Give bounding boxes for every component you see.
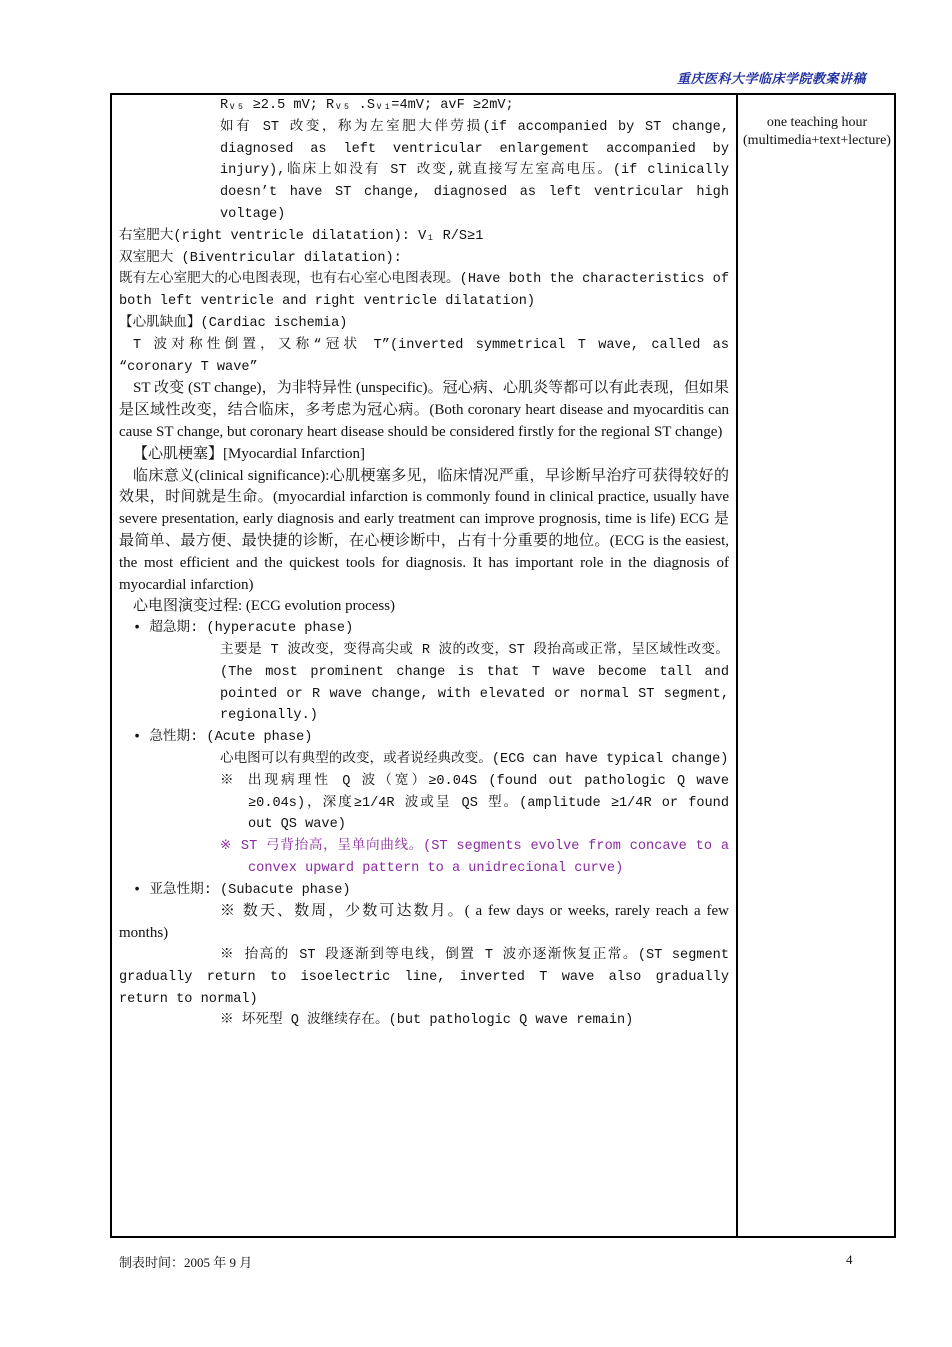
footer-date: 制表时间：2005 年 9 月 <box>119 1255 253 1270</box>
main-content <box>119 95 729 1032</box>
st-elevation-item: ※ ST 弓背抬高，呈单向曲线。(ST segments evolve from concave to a convex upward pattern to a unidrecional curve) <box>220 839 729 876</box>
q-wave-remain-item: ※ 坏死型 Q 波继续存在。(but pathologic Q wave remain) <box>220 1013 634 1029</box>
acute-heading: • 急性期: (Acute phase) <box>133 730 313 746</box>
rvh-line: 右室肥大(right ventricle dilatation): V₁ R/S≥1 <box>119 228 484 244</box>
ecg-evolution-heading: 心电图演变过程: (ECG evolution process) <box>133 598 396 615</box>
bvh-paragraph: 既有左心室肥大的心电图表现，也有右心室心电图表现。(Have both the characteristics of both left ventricle and right ventricle dilatation) <box>119 272 729 310</box>
pathologic-q-item: ※ 出现病理性 Q 波（宽）≥0.04S (found out pathologic Q wave ≥0.04s)，深度≥1/4R 波或呈 QS 型。(amplitude ≥1/4R or found out QS wave) <box>220 773 729 833</box>
page-number: 4 <box>846 1252 853 1267</box>
side-note: one teaching hour (multimedia+text+lecture) <box>743 115 891 148</box>
hyperacute-heading: • 超急期: (hyperacute phase) <box>133 621 354 637</box>
acute-paragraph: 心电图可以有典型的改变，或者说经典改变。(ECG can have typical change) <box>220 751 729 767</box>
st-return-item: ※ 抬高的 ST 段逐渐到等电线，倒置 T 波亦逐渐恢复正常。(ST segment gradually return to isoelectric line, inverted T wave also gradually return to normal) <box>119 948 729 1007</box>
hyperacute-paragraph: 主要是 T 波改变，变得高尖或 R 波的改变，ST 段抬高或正常，呈区域性改变。(The most prominent change is that T wave become tall and pointed or R wave change, with elevated or normal ST segment, regionally.) <box>220 642 729 724</box>
t-wave-paragraph: T 波对称性倒置，又称“冠状 T”(inverted symmetrical T wave, called as “coronary T wave” <box>119 337 729 375</box>
column-divider <box>736 93 738 1238</box>
st-change-paragraph: ST 改变 (ST change)，为非特异性 (unspecific)。冠心病、心肌炎等都可以有此表现，但如果是区域性改变，结合临床，多考虑为冠心病。(Both coronary heart disease and myocarditis can cause ST change, but coronary heart disease should be considered firstly for the regional ST change) <box>119 380 729 440</box>
header-title: 重庆医科大学临床学院教案讲稿 <box>676 72 866 87</box>
bvh-heading: 双室肥大 (Biventricular dilatation): <box>119 250 402 266</box>
criteria-line: Rᵥ₅ ≥2.5 mV; Rᵥ₅ .Sᵥ₁=4mV; avF ≥2mV; <box>220 98 514 113</box>
subacute-heading: • 亚急性期: (Subacute phase) <box>133 882 351 898</box>
clinical-significance-paragraph: 临床意义(clinical significance):心肌梗塞多见，临床情况严重，早诊断早治疗可获得较好的效果，时间就是生命。(myocardial infarction is commonly found in clinical practice, usually have severe presentation, early diagnosis and early treatment can improve prognosis, time is life) ECG 是最简单、最方便、最快捷的诊断，在心梗诊断中，占有十分重要的地位。(ECG is the easiest, the most efficient and the quickest tools for diagnosis. It has important role in the diagnosis of myocardial infarction) <box>119 467 729 593</box>
subacute-duration-item: ※ 数天、数周，少数可达数月。( a few days or weeks, rarely reach a few months) <box>119 903 729 942</box>
infarction-heading: 【心肌梗塞】[Myocardial Infarction] <box>133 445 366 462</box>
lvh-strain-paragraph: 如有 ST 改变，称为左室肥大伴劳损(if accompanied by ST change, diagnosed as left ventricular enlargement accompanied by injury),临床上如没有 ST 改变,就直接写左室高电压。(if clinically doesn’t have ST change, diagnosed as left ventricular high voltage) <box>220 119 729 222</box>
ischemia-heading: 【心肌缺血】(Cardiac ischemia) <box>119 315 348 331</box>
